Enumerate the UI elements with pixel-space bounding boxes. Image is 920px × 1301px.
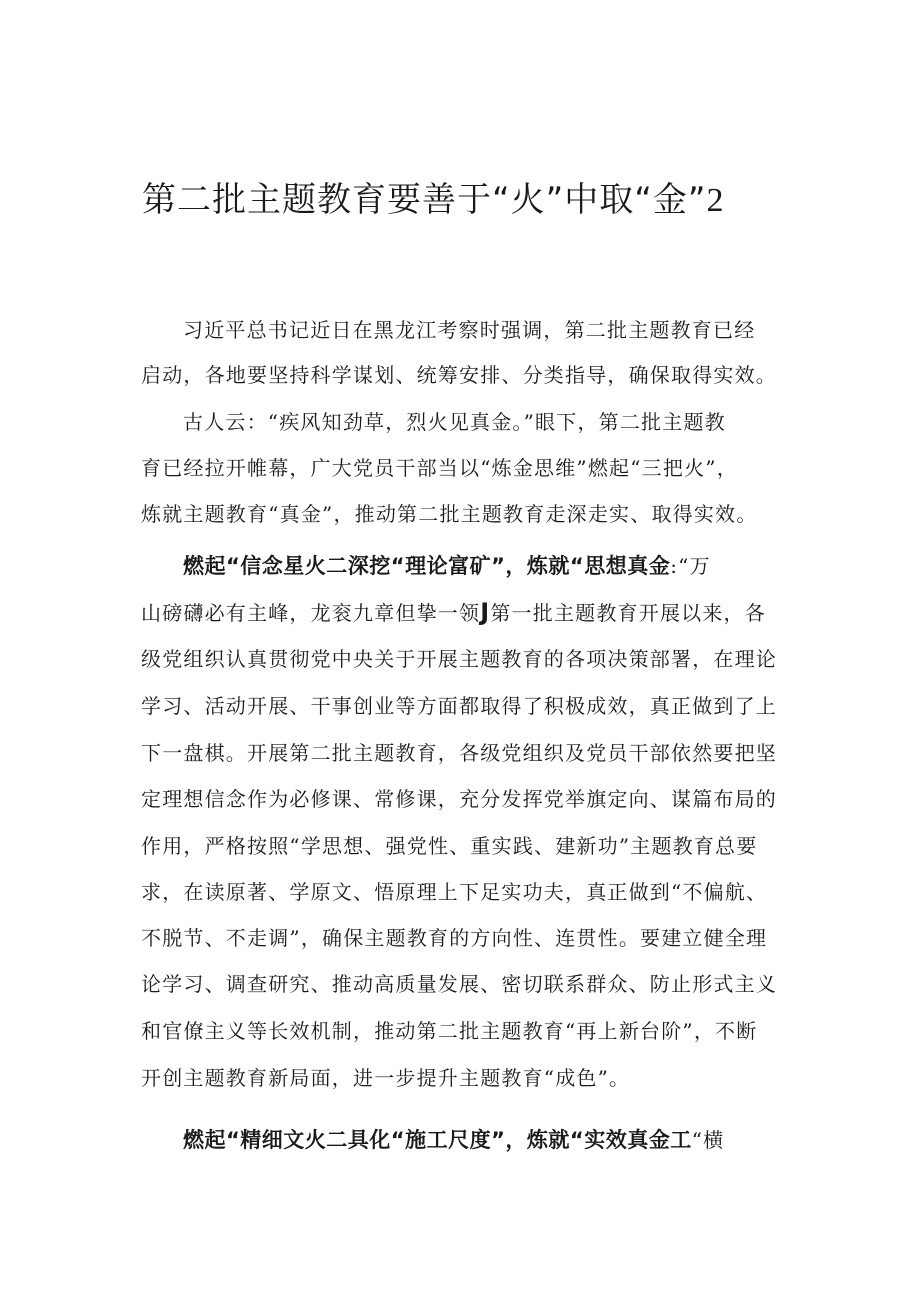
paragraph-3-line-8: 求，在读原著、学原文、悟原理上下足实功夫，真正做到“不偏航、	[141, 880, 768, 904]
paragraph-3-line-2-a: 山磅礴必有主峰，龙衮九章但挚一领	[141, 601, 481, 625]
paragraph-3-line-5: 下一盘棋。开展第二批主题教育，各级党组织及党员干部依然要把坚	[141, 741, 777, 765]
section-heading-1-tail: :“万	[670, 554, 711, 578]
paragraph-3-line-10: 论学习、调查研究、推动高质量发展、密切联系群众、防止形式主义	[141, 972, 777, 996]
section-heading-2-tail: “横	[691, 1128, 725, 1152]
title-suffix: 2	[706, 182, 725, 219]
paragraph-3-line-2-j: J	[480, 598, 491, 626]
paragraph-2-line-3: 炼就主题教育“真金”，推动第二批主题教育走深走实、取得实效。	[141, 502, 758, 526]
paragraph-2-line-1: 古人云：“疾风知劲草，烈火见真金。”眼下，第二批主题教	[183, 410, 726, 434]
section-heading-2	[183, 1125, 724, 1155]
paragraph-3-line-12: 开创主题教育新局面，进一步提升主题教育“成色”。	[141, 1066, 631, 1090]
section-heading-1	[183, 551, 711, 581]
paragraph-3-line-2	[141, 597, 766, 628]
paragraph-3-line-2-b: 第一批主题教育开展以来，各	[490, 601, 766, 625]
paragraph-3-line-6: 定理想信念作为必修课、常修课，充分发挥党举旗定向、谋篇布局的	[141, 787, 777, 811]
title-text: 第二批主题教育要善于“火”中取“金”	[142, 180, 707, 220]
paragraph-1-line-2: 启动，各地要坚持科学谋划、统筹安排、分类指导，确保取得实效。	[141, 363, 777, 387]
paragraph-2-line-2: 育已经拉开帷幕，广大党员干部当以“炼金思维”燃起“三把火”，	[141, 456, 738, 480]
page-title	[142, 176, 842, 225]
paragraph-1-line-1: 习近平总书记近日在黑龙江考察时强调，第二批主题教育已经	[183, 318, 756, 342]
paragraph-3-line-3: 级党组织认真贯彻党中央关于开展主题教育的各项决策部署，在理论	[141, 647, 777, 671]
paragraph-3-line-4: 学习、活动开展、干事创业等方面都取得了积极成效，真正做到了上	[141, 694, 777, 718]
paragraph-3-line-7: 作用，严格按照“学思想、强党性、重实践、建新功”主题教育总要	[141, 834, 758, 858]
section-heading-1-text: 燃起“信念星火二深挖“理论富矿”，炼就“思想真金	[183, 554, 671, 578]
paragraph-3-line-11: 和官僚主义等长效机制，推动第二批主题教育“再上新台阶”，不断	[141, 1019, 758, 1043]
section-heading-2-text: 燃起“精细文火二具化“施工尺度”，炼就“实效真金工	[183, 1128, 692, 1152]
paragraph-3-line-9: 不脱节、不走调”，确保主题教育的方向性、连贯性。要建立健全理	[141, 926, 768, 950]
